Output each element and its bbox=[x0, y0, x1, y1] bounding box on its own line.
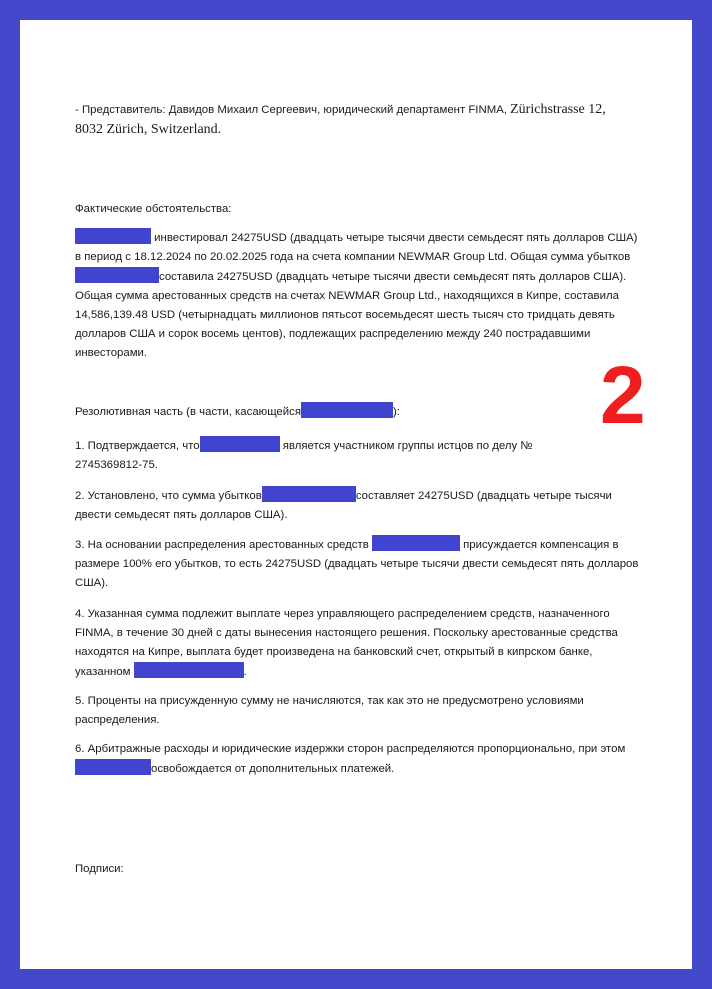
facts-text-2: составила 24275USD (двадцать четыре тысячи двести семьдесят пять долларов США). Общая сумма арестованных средств на счетах NEWMAR Group Ltd., находящихся в Кипре, составила 14,586,139.48 USD (четырнадцать миллионов пятьсот восемьдесят шесть тысяч сто тридцать девять долларов США и сорок восемь центов), подлежащих распределению между 240 пострадавшими инвесторами. bbox=[75, 271, 627, 359]
document-page bbox=[20, 20, 692, 969]
representative-prefix: - Представитель: Давидов Михаил Сергеевич, юридический департамент FINMA, bbox=[75, 104, 507, 116]
item-1-case-number: 2745369812-75. bbox=[75, 459, 158, 471]
item-4-text-b: . bbox=[243, 666, 247, 678]
redaction-box bbox=[372, 535, 460, 551]
facts-text-1: инвестировал 24275USD (двадцать четыре тысячи двести семьдесят пять долларов США) в период с 18.12.2024 по 20.02.2025 года на счета компании NEWMAR Group Ltd. Общая сумма убытков bbox=[75, 232, 638, 263]
redaction-box bbox=[75, 267, 159, 283]
resolution-heading-suffix: ): bbox=[393, 406, 400, 418]
redaction-box bbox=[75, 759, 151, 775]
item-6-text-a: 6. Арбитражные расходы и юридические издержки сторон распределяются пропорционально, при этом bbox=[75, 743, 626, 755]
signatures-label: Подписи: bbox=[75, 863, 124, 875]
resolution-item-2 bbox=[75, 486, 645, 525]
redaction-box bbox=[262, 486, 356, 502]
representative-address-2: 8032 Zürich, Switzerland. bbox=[75, 122, 222, 137]
resolution-item-4 bbox=[75, 605, 645, 682]
redaction-box bbox=[200, 436, 280, 452]
resolution-heading-text: Резолютивная часть (в части, касающейся bbox=[75, 406, 301, 418]
redaction-box bbox=[301, 402, 393, 418]
redaction-box bbox=[134, 662, 244, 678]
item-2-text-a: 2. Установлено, что сумма убытков bbox=[75, 490, 262, 502]
resolution-item-3 bbox=[75, 535, 645, 593]
item-6-text-b: освобождается от дополнительных платежей. bbox=[151, 763, 395, 775]
representative-address-1: Zürichstrasse 12, bbox=[510, 102, 606, 117]
resolution-item-1 bbox=[75, 436, 645, 475]
resolution-item-6 bbox=[75, 740, 645, 779]
item-3-text-a: 3. На основании распределения арестованных средств bbox=[75, 539, 369, 551]
resolution-heading bbox=[75, 402, 400, 422]
redaction-box bbox=[75, 228, 151, 244]
facts-heading: Фактические обстоятельства: bbox=[75, 203, 232, 215]
page-number-mark: 2 bbox=[600, 350, 646, 441]
item-5-text: 5. Проценты на присужденную сумму не начисляются, так как это не предусмотрено условиями распределения. bbox=[75, 695, 584, 726]
item-1-text-a: 1. Подтверждается, что bbox=[75, 440, 200, 452]
representative-line bbox=[75, 100, 606, 140]
item-1-text-b: является участником группы истцов по делу № bbox=[282, 440, 533, 452]
resolution-item-5 bbox=[75, 692, 645, 730]
item-2-text-b: составляет 24275USD (двадцать четыре тысячи двести семьдесят пять долларов США). bbox=[75, 490, 612, 521]
item-3-text-b: присуждается компенсация в размере 100% его убытков, то есть 24275USD (двадцать четыре тысячи двести семьдесят пять долларов США). bbox=[75, 539, 639, 589]
item-4-text-a: 4. Указанная сумма подлежит выплате через управляющего распределением средств, назначенного FINMA, в течение 30 дней с даты вынесения настоящего решения. Поскольку арестованные средства находятся на Кипре, выплата будет произведена на банковский счет, открытый в кипрском банке, указанном bbox=[75, 608, 618, 678]
facts-paragraph bbox=[75, 228, 645, 363]
